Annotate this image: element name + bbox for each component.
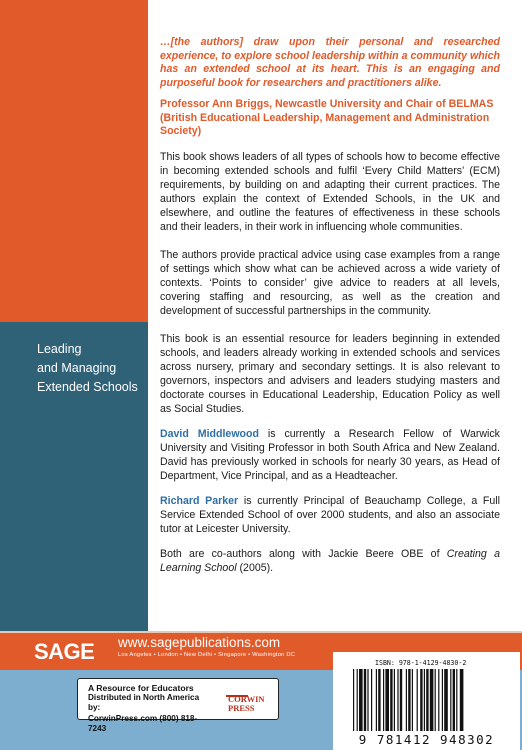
author-1-bio xyxy=(160,427,500,483)
series-title-line-1: Leading xyxy=(37,342,82,356)
teal-side-strip xyxy=(0,322,148,631)
coauthor-suffix: (2005). xyxy=(236,562,274,574)
corwin-line-1: A Resource for Educators xyxy=(88,683,194,693)
coauthor-book-title: Creating a Learning School xyxy=(160,548,500,574)
description-paragraph-2: The authors provide practical advice using case examples from a range of settings which show what can be achieved across a wide variety of contexts. ‘Points to consider’ give advice to readers at all levels, covering staffing and resourcing, as well as the creation and development of successful partnerships in the community. xyxy=(160,248,500,317)
barcode-box xyxy=(333,652,520,750)
isbn-text: ISBN: 978-1-4129-4830-2 xyxy=(375,659,467,667)
middle-text-block xyxy=(160,332,500,575)
author-2-bio xyxy=(160,494,500,536)
barcode-digits: 9 781412 948302 xyxy=(358,732,495,747)
series-title-line-2: and Managing xyxy=(37,361,117,375)
corwin-line-2: Distributed in North America by: xyxy=(88,693,200,713)
corwin-text xyxy=(88,683,213,734)
series-title-line-3: Extended Schools xyxy=(37,380,138,394)
sage-logo-text: SAGE xyxy=(34,639,95,664)
review-quote: …[the authors] draw upon their personal and researched experience, to explore school leadership within a community which has an extended school at its heart. This is an engaging and purposeful book for researchers and practitioners alike. xyxy=(160,36,500,89)
corwin-line-3[interactable]: CorwinPress.com (800) 818-7243 xyxy=(88,713,198,733)
publisher-url[interactable]: www.sagepublications.com xyxy=(118,635,281,650)
description-paragraph-1: This book shows leaders of all types of schools how to become effective in becoming extended schools and fulfil ‘Every Child Matters’ (ECM) requirements, by building on and adapting their current practices. The authors explain the context of Extended Schools, in the UK and elsewhere, and outline the features of effectiveness in these schools and their leaders, in their work in influencing whole communities. xyxy=(160,150,500,233)
coauthor-note xyxy=(160,547,500,575)
top-text-block xyxy=(160,36,500,318)
coauthor-prefix: Both are co-authors along with Jackie Beere OBE of xyxy=(160,548,447,560)
corwin-logo-line-2: PRESS xyxy=(228,703,255,713)
author-2-name: Richard Parker xyxy=(160,495,239,507)
top-section xyxy=(0,0,522,322)
publisher-offices: Los Angeles • London • New Delhi • Singapore • Washington DC xyxy=(118,652,296,658)
corwin-distribution-box xyxy=(77,678,279,733)
review-attribution: Professor Ann Briggs, Newcastle University and Chair of BELMAS (British Educational Leadership, Management and Administration Society) xyxy=(160,98,494,137)
author-2-bio-text: is currently Principal of Beauchamp College, a Full Service Extended School of over 2000 students, and also an associate tutor at Leicester University. xyxy=(160,495,500,535)
corwin-logo-text xyxy=(228,695,265,713)
series-title xyxy=(37,340,138,397)
middle-section xyxy=(0,322,522,631)
author-1-name: David Middlewood xyxy=(160,428,259,440)
sage-logo xyxy=(34,639,94,665)
orange-side-strip xyxy=(0,0,148,322)
audience-paragraph: This book is an essential resource for leaders beginning in extended schools, and leaders already working in extended schools and services across nursery, primary and secondary settings. It is also relevant to governors, inspectors and advisers and leaders studying masters and doctorate courses in Educational Leadership, Education Policy as well as Social Studies. xyxy=(160,333,500,415)
author-1-bio-text: is currently a Research Fellow of Warwick University and Visiting Professor in both South Africa and New Zealand. David has previously worked in schools for nearly 30 years, as Head of Department, Vice Principal, and as a Headteacher. xyxy=(160,428,500,482)
corwin-logo-line-1: CORWIN xyxy=(228,694,265,704)
corwin-press-logo xyxy=(224,685,268,715)
